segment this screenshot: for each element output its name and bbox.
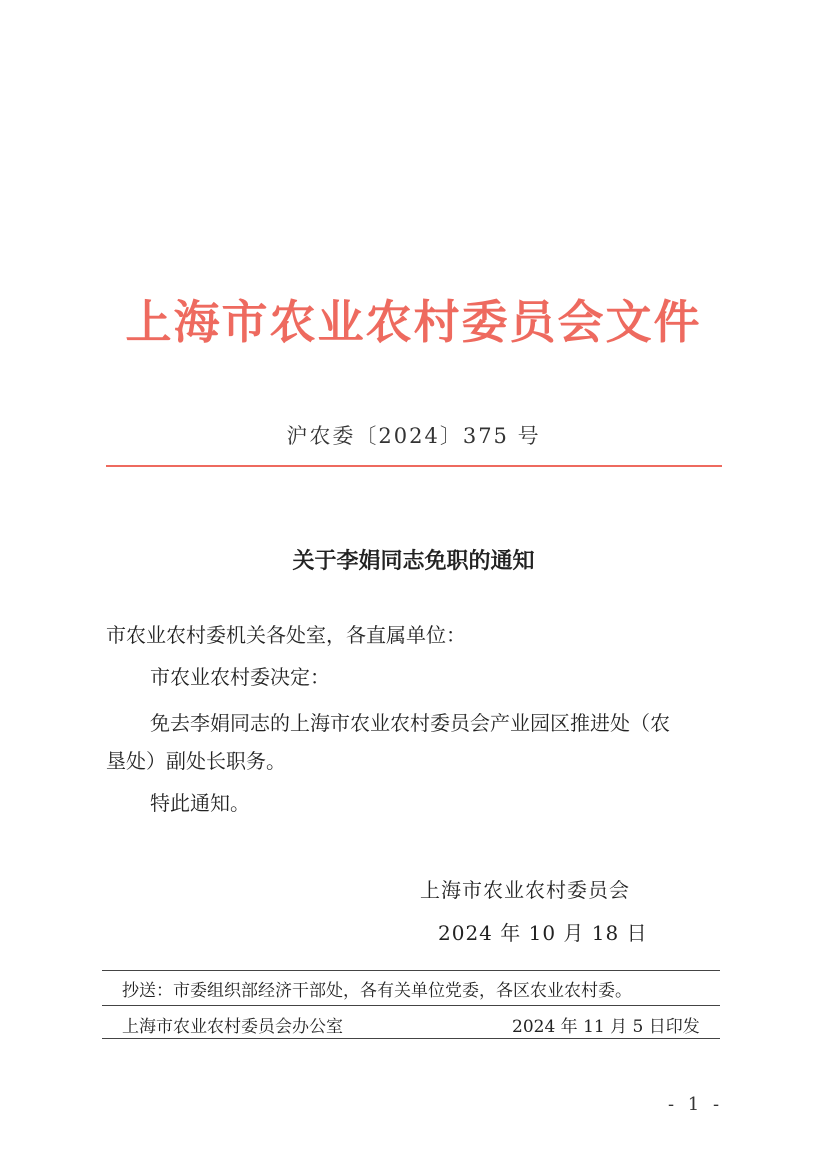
red-separator-line <box>106 465 722 467</box>
footer-middle-rule <box>102 1005 720 1006</box>
content-paragraph-line1: 免去李娟同志的上海市农业农村委员会产业园区推进处（农 <box>150 711 670 735</box>
print-date: 2024 年 11 月 5 日印发 <box>512 1017 700 1037</box>
signature-date: 2024 年 10 月 18 日 <box>438 921 648 945</box>
issuer-office: 上海市农业农村委员会办公室 <box>122 1017 343 1037</box>
page-number: - 1 - <box>668 1094 724 1115</box>
decision-paragraph: 市农业农村委决定： <box>150 665 330 689</box>
signature-organization: 上海市农业农村委员会 <box>420 878 630 902</box>
notice-title: 关于李娟同志免职的通知 <box>292 548 535 574</box>
addressee-line: 市农业农村委机关各处室，各直属单位： <box>106 623 466 647</box>
footer-top-rule <box>102 970 720 971</box>
closing-paragraph: 特此通知。 <box>150 791 250 815</box>
content-paragraph-line2: 垦处）副处长职务。 <box>106 749 286 773</box>
footer-bottom-rule <box>102 1038 720 1039</box>
document-masthead: 上海市农业农村委员会文件 <box>125 295 702 349</box>
document-number: 沪农委〔2024〕375 号 <box>286 424 541 448</box>
cc-line: 抄送：市委组织部经济干部处，各有关单位党委，各区农业农村委。 <box>122 981 632 1001</box>
